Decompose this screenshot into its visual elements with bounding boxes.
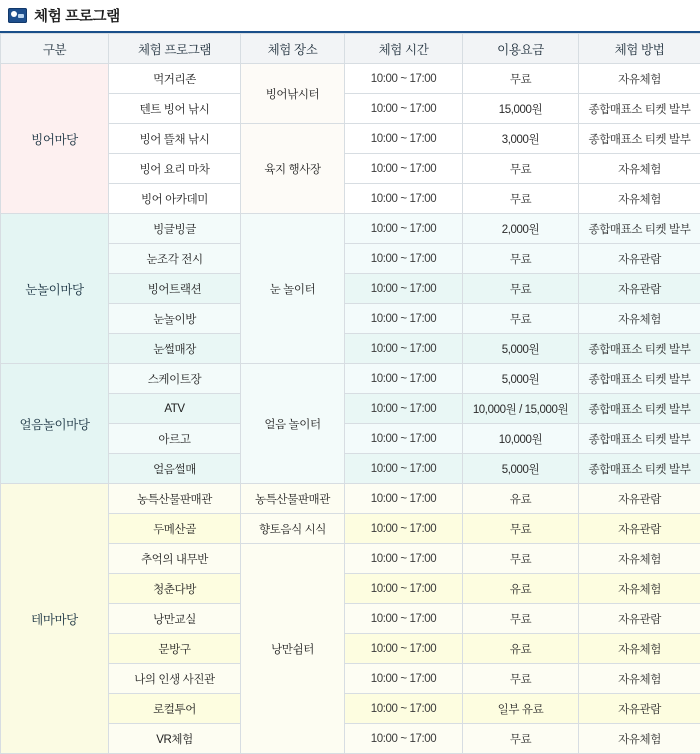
method-cell: 자유체험 bbox=[579, 724, 700, 754]
program-cell: 아르고 bbox=[109, 424, 241, 454]
column-header-category: 구분 bbox=[1, 34, 109, 64]
group-cell: 빙어마당 bbox=[1, 64, 109, 214]
method-cell: 종합매표소 티켓 발부 bbox=[579, 364, 700, 394]
program-cell: 추억의 내무반 bbox=[109, 544, 241, 574]
fee-cell: 무료 bbox=[463, 244, 579, 274]
fee-cell: 무료 bbox=[463, 154, 579, 184]
method-cell: 자유체험 bbox=[579, 634, 700, 664]
program-cell: 빙어 뜰채 낚시 bbox=[109, 124, 241, 154]
time-cell: 10:00 ~ 17:00 bbox=[345, 334, 463, 364]
table-body bbox=[1, 64, 700, 754]
fee-cell: 유료 bbox=[463, 484, 579, 514]
method-cell: 자유체험 bbox=[579, 184, 700, 214]
program-cell: 빙어 아카데미 bbox=[109, 184, 241, 214]
column-header-place: 체험 장소 bbox=[241, 34, 345, 64]
time-cell: 10:00 ~ 17:00 bbox=[345, 664, 463, 694]
program-cell: 텐트 빙어 낚시 bbox=[109, 94, 241, 124]
program-cell: 청춘다방 bbox=[109, 574, 241, 604]
group-cell: 테마마당 bbox=[1, 484, 109, 754]
fee-cell: 3,000원 bbox=[463, 124, 579, 154]
program-cell: 문방구 bbox=[109, 634, 241, 664]
fee-cell: 무료 bbox=[463, 544, 579, 574]
method-cell: 자유관람 bbox=[579, 694, 700, 724]
fee-cell: 10,000원 / 15,000원 bbox=[463, 394, 579, 424]
table-row bbox=[1, 214, 700, 244]
time-cell: 10:00 ~ 17:00 bbox=[345, 454, 463, 484]
time-cell: 10:00 ~ 17:00 bbox=[345, 184, 463, 214]
place-cell: 눈 놀이터 bbox=[241, 214, 345, 364]
program-cell: 먹거리존 bbox=[109, 64, 241, 94]
fee-cell: 무료 bbox=[463, 274, 579, 304]
method-cell: 자유체험 bbox=[579, 544, 700, 574]
place-cell: 얼음 놀이터 bbox=[241, 364, 345, 484]
page-title: 체험 프로그램 bbox=[34, 5, 120, 26]
time-cell: 10:00 ~ 17:00 bbox=[345, 634, 463, 664]
column-header-fee: 이용요금 bbox=[463, 34, 579, 64]
time-cell: 10:00 ~ 17:00 bbox=[345, 124, 463, 154]
fee-cell: 10,000원 bbox=[463, 424, 579, 454]
method-cell: 종합매표소 티켓 발부 bbox=[579, 334, 700, 364]
time-cell: 10:00 ~ 17:00 bbox=[345, 64, 463, 94]
method-cell: 종합매표소 티켓 발부 bbox=[579, 94, 700, 124]
fee-cell: 2,000원 bbox=[463, 214, 579, 244]
time-cell: 10:00 ~ 17:00 bbox=[345, 244, 463, 274]
method-cell: 자유체험 bbox=[579, 154, 700, 184]
column-header-time: 체험 시간 bbox=[345, 34, 463, 64]
program-cell: 나의 인생 사진관 bbox=[109, 664, 241, 694]
fee-cell: 무료 bbox=[463, 724, 579, 754]
method-cell: 자유관람 bbox=[579, 244, 700, 274]
table-row bbox=[1, 364, 700, 394]
program-cell: 로컬투어 bbox=[109, 694, 241, 724]
time-cell: 10:00 ~ 17:00 bbox=[345, 214, 463, 244]
method-cell: 자유관람 bbox=[579, 604, 700, 634]
program-cell: 빙어트랙션 bbox=[109, 274, 241, 304]
program-cell: 눈조각 전시 bbox=[109, 244, 241, 274]
table-row bbox=[1, 64, 700, 94]
place-cell: 빙어낚시터 bbox=[241, 64, 345, 124]
method-cell: 자유관람 bbox=[579, 484, 700, 514]
fee-cell: 5,000원 bbox=[463, 454, 579, 484]
column-header-program: 체험 프로그램 bbox=[109, 34, 241, 64]
page-header bbox=[0, 0, 700, 33]
time-cell: 10:00 ~ 17:00 bbox=[345, 154, 463, 184]
time-cell: 10:00 ~ 17:00 bbox=[345, 724, 463, 754]
fee-cell: 무료 bbox=[463, 64, 579, 94]
time-cell: 10:00 ~ 17:00 bbox=[345, 694, 463, 724]
program-table bbox=[0, 33, 700, 754]
column-header-method: 체험 방법 bbox=[579, 34, 700, 64]
method-cell: 자유관람 bbox=[579, 274, 700, 304]
method-cell: 종합매표소 티켓 발부 bbox=[579, 124, 700, 154]
program-cell: 얼음썰매 bbox=[109, 454, 241, 484]
program-cell: ATV bbox=[109, 394, 241, 424]
method-cell: 자유관람 bbox=[579, 514, 700, 544]
fee-cell: 무료 bbox=[463, 604, 579, 634]
fee-cell: 일부 유료 bbox=[463, 694, 579, 724]
method-cell: 자유체험 bbox=[579, 664, 700, 694]
group-cell: 눈놀이마당 bbox=[1, 214, 109, 364]
place-cell: 육지 행사장 bbox=[241, 124, 345, 214]
method-cell: 종합매표소 티켓 발부 bbox=[579, 454, 700, 484]
table-row bbox=[1, 484, 700, 514]
method-cell: 자유체험 bbox=[579, 574, 700, 604]
method-cell: 종합매표소 티켓 발부 bbox=[579, 214, 700, 244]
program-cell: 눈놀이방 bbox=[109, 304, 241, 334]
program-cell: 빙어 요리 마차 bbox=[109, 154, 241, 184]
program-cell: 농특산물판매관 bbox=[109, 484, 241, 514]
time-cell: 10:00 ~ 17:00 bbox=[345, 604, 463, 634]
method-cell: 종합매표소 티켓 발부 bbox=[579, 394, 700, 424]
fee-cell: 무료 bbox=[463, 184, 579, 214]
time-cell: 10:00 ~ 17:00 bbox=[345, 514, 463, 544]
fee-cell: 유료 bbox=[463, 634, 579, 664]
fee-cell: 5,000원 bbox=[463, 334, 579, 364]
program-cell: 빙글빙글 bbox=[109, 214, 241, 244]
time-cell: 10:00 ~ 17:00 bbox=[345, 364, 463, 394]
place-cell: 낭만쉼터 bbox=[241, 544, 345, 754]
time-cell: 10:00 ~ 17:00 bbox=[345, 574, 463, 604]
table-header-row bbox=[1, 34, 700, 64]
fee-cell: 15,000원 bbox=[463, 94, 579, 124]
time-cell: 10:00 ~ 17:00 bbox=[345, 94, 463, 124]
group-cell: 얼음놀이마당 bbox=[1, 364, 109, 484]
time-cell: 10:00 ~ 17:00 bbox=[345, 544, 463, 574]
fee-cell: 무료 bbox=[463, 664, 579, 694]
program-cell: 스케이트장 bbox=[109, 364, 241, 394]
fee-cell: 무료 bbox=[463, 304, 579, 334]
program-cell: 낭만교실 bbox=[109, 604, 241, 634]
method-cell: 자유체험 bbox=[579, 304, 700, 334]
place-cell: 농특산물판매관 bbox=[241, 484, 345, 514]
fee-cell: 유료 bbox=[463, 574, 579, 604]
program-icon bbox=[8, 8, 27, 23]
place-cell: 향토음식 시식 bbox=[241, 514, 345, 544]
time-cell: 10:00 ~ 17:00 bbox=[345, 424, 463, 454]
fee-cell: 무료 bbox=[463, 514, 579, 544]
program-cell: 두메산골 bbox=[109, 514, 241, 544]
method-cell: 종합매표소 티켓 발부 bbox=[579, 424, 700, 454]
time-cell: 10:00 ~ 17:00 bbox=[345, 484, 463, 514]
method-cell: 자유체험 bbox=[579, 64, 700, 94]
fee-cell: 5,000원 bbox=[463, 364, 579, 394]
time-cell: 10:00 ~ 17:00 bbox=[345, 394, 463, 424]
program-cell: 눈썰매장 bbox=[109, 334, 241, 364]
time-cell: 10:00 ~ 17:00 bbox=[345, 304, 463, 334]
program-cell: VR체험 bbox=[109, 724, 241, 754]
time-cell: 10:00 ~ 17:00 bbox=[345, 274, 463, 304]
